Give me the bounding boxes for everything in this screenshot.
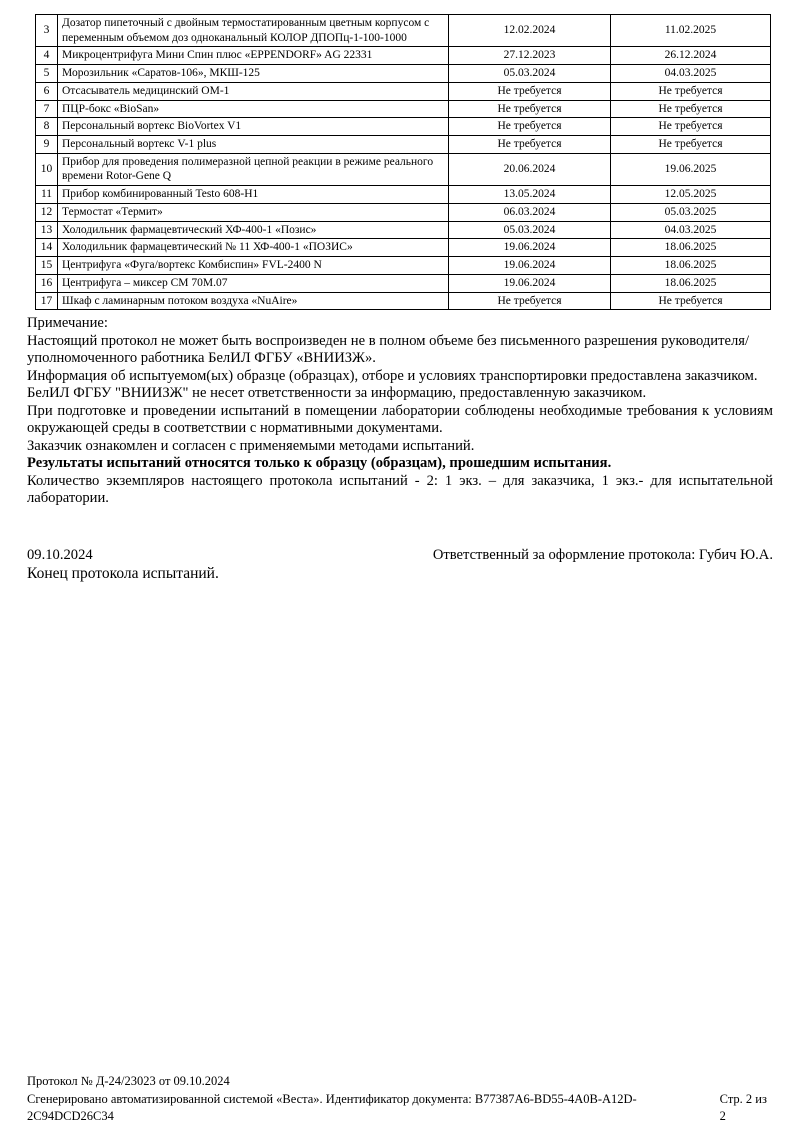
equipment-desc-cell: Холодильник фармацевтический № 11 ХФ-400-1 «ПОЗИС» bbox=[58, 239, 449, 257]
table-row bbox=[36, 65, 771, 83]
row-number-cell: 3 bbox=[36, 15, 58, 47]
end-of-protocol-line: Конец протокола испытаний. bbox=[27, 564, 219, 582]
next-verification-date-cell: 19.06.2025 bbox=[611, 153, 771, 185]
next-verification-date-cell: 18.06.2025 bbox=[611, 257, 771, 275]
table-row bbox=[36, 292, 771, 310]
verification-date-cell: 06.03.2024 bbox=[449, 203, 611, 221]
table-row bbox=[36, 221, 771, 239]
table-row bbox=[36, 136, 771, 154]
equipment-desc-cell: Центрифуга – миксер СМ 70М.07 bbox=[58, 274, 449, 292]
footer-protocol-number: Протокол № Д-24/23023 от 09.10.2024 bbox=[27, 1074, 230, 1089]
table-row bbox=[36, 239, 771, 257]
equipment-desc-cell: Прибор комбинированный Testo 608-H1 bbox=[58, 186, 449, 204]
table-row bbox=[36, 274, 771, 292]
verification-date-cell: 19.06.2024 bbox=[449, 274, 611, 292]
verification-date-cell: Не требуется bbox=[449, 100, 611, 118]
table-row bbox=[36, 47, 771, 65]
note-paragraph-4: При подготовке и проведении испытаний в помещении лаборатории соблюдены необходимые требования к условиям окружающей среды в соответствии с нормативными документами. bbox=[27, 402, 773, 437]
row-number-cell: 9 bbox=[36, 136, 58, 154]
verification-date-cell: 19.06.2024 bbox=[449, 239, 611, 257]
equipment-desc-cell: ПЦР-бокс «BioSan» bbox=[58, 100, 449, 118]
verification-date-cell: 12.02.2024 bbox=[449, 15, 611, 47]
row-number-cell: 8 bbox=[36, 118, 58, 136]
verification-date-cell: 19.06.2024 bbox=[449, 257, 611, 275]
notes-section bbox=[27, 315, 773, 508]
signoff-date: 09.10.2024 bbox=[27, 546, 93, 563]
next-verification-date-cell: 11.02.2025 bbox=[611, 15, 771, 47]
table-row bbox=[36, 100, 771, 118]
row-number-cell: 11 bbox=[36, 186, 58, 204]
equipment-desc-cell: Дозатор пипеточный с двойным термостатированным цветным корпусом с переменным объемом доз одноканальный КОЛОР ДПОПц-1-100-1000 bbox=[58, 15, 449, 47]
next-verification-date-cell: Не требуется bbox=[611, 100, 771, 118]
next-verification-date-cell: 04.03.2025 bbox=[611, 65, 771, 83]
equipment-desc-cell: Термостат «Термит» bbox=[58, 203, 449, 221]
note-paragraph-5: Заказчик ознакомлен и согласен с применяемыми методами испытаний. bbox=[27, 437, 475, 454]
notes-heading: Примечание: bbox=[27, 315, 108, 332]
equipment-desc-cell: Центрифуга «Фуга/вортекс Комбиспин» FVL-2400 N bbox=[58, 257, 449, 275]
equipment-desc-cell: Прибор для проведения полимеразной цепной реакции в режиме реального времени Rotor-Gene Q bbox=[58, 153, 449, 185]
note-paragraph-1: Настоящий протокол не может быть воспроизведен не в полном объеме без письменного разрешения руководителя/уполномоченного работника БелИЛ ФГБУ «ВНИИЗЖ». bbox=[27, 332, 750, 367]
table-row bbox=[36, 118, 771, 136]
signoff-responsible: Ответственный за оформление протокола: Губич Ю.А. bbox=[432, 546, 773, 563]
equipment-desc-cell: Морозильник «Саратов-106», МКШ-125 bbox=[58, 65, 449, 83]
next-verification-date-cell: 18.06.2025 bbox=[611, 239, 771, 257]
signoff-row bbox=[27, 547, 773, 564]
row-number-cell: 13 bbox=[36, 221, 58, 239]
next-verification-date-cell: 05.03.2025 bbox=[611, 203, 771, 221]
row-number-cell: 14 bbox=[36, 239, 58, 257]
equipment-desc-cell: Персональный вортекс V-1 plus bbox=[58, 136, 449, 154]
verification-date-cell: 20.06.2024 bbox=[449, 153, 611, 185]
row-number-cell: 12 bbox=[36, 203, 58, 221]
row-number-cell: 6 bbox=[36, 82, 58, 100]
table-row bbox=[36, 15, 771, 47]
row-number-cell: 15 bbox=[36, 257, 58, 275]
page-footer bbox=[27, 1073, 776, 1125]
row-number-cell: 4 bbox=[36, 47, 58, 65]
equipment-table bbox=[35, 14, 771, 310]
footer-generated-line: Сгенерировано автоматизированной системой «Веста». Идентификатор документа: B77387A6-BD55-4A0B-A12D-2C94DCD26C34 bbox=[27, 1091, 637, 1123]
table-row bbox=[36, 82, 771, 100]
row-number-cell: 10 bbox=[36, 153, 58, 185]
verification-date-cell: 27.12.2023 bbox=[449, 47, 611, 65]
verification-date-cell: Не требуется bbox=[449, 292, 611, 310]
row-number-cell: 17 bbox=[36, 292, 58, 310]
next-verification-date-cell: 26.12.2024 bbox=[611, 47, 771, 65]
equipment-desc-cell: Микроцентрифуга Мини Спин плюс «EPPENDORF» AG 22331 bbox=[58, 47, 449, 65]
row-number-cell: 7 bbox=[36, 100, 58, 118]
next-verification-date-cell: Не требуется bbox=[611, 136, 771, 154]
next-verification-date-cell: 12.05.2025 bbox=[611, 186, 771, 204]
verification-date-cell: 05.03.2024 bbox=[449, 65, 611, 83]
equipment-desc-cell: Шкаф с ламинарным потоком воздуха «NuAire» bbox=[58, 292, 449, 310]
verification-date-cell: Не требуется bbox=[449, 82, 611, 100]
footer-page-number: Стр. 2 из 2 bbox=[719, 1091, 767, 1123]
row-number-cell: 16 bbox=[36, 274, 58, 292]
verification-date-cell: Не требуется bbox=[449, 118, 611, 136]
note-paragraph-6: Результаты испытаний относятся только к образцу (образцам), прошедшим испытания. bbox=[27, 455, 612, 472]
row-number-cell: 5 bbox=[36, 65, 58, 83]
equipment-desc-cell: Персональный вортекс BioVortex V1 bbox=[58, 118, 449, 136]
note-paragraph-2: Информация об испытуемом(ых) образце (образцах), отборе и условиях транспортировки предоставлена заказчиком. bbox=[27, 367, 758, 384]
next-verification-date-cell: 04.03.2025 bbox=[611, 221, 771, 239]
next-verification-date-cell: Не требуется bbox=[611, 292, 771, 310]
equipment-desc-cell: Отсасыватель медицинский ОМ-1 bbox=[58, 82, 449, 100]
next-verification-date-cell: Не требуется bbox=[611, 118, 771, 136]
equipment-desc-cell: Холодильник фармацевтический ХФ-400-1 «Позис» bbox=[58, 221, 449, 239]
table-row bbox=[36, 203, 771, 221]
table-row bbox=[36, 257, 771, 275]
verification-date-cell: 05.03.2024 bbox=[449, 221, 611, 239]
note-paragraph-7: Количество экземпляров настоящего протокола испытаний - 2: 1 экз. – для заказчика, 1 экз.- для испытательной лаборатории. bbox=[27, 472, 773, 507]
note-paragraph-3: БелИЛ ФГБУ "ВНИИЗЖ" не несет ответственности за информацию, предоставленную заказчиком. bbox=[27, 385, 647, 402]
table-row bbox=[36, 153, 771, 185]
next-verification-date-cell: Не требуется bbox=[611, 82, 771, 100]
next-verification-date-cell: 18.06.2025 bbox=[611, 274, 771, 292]
verification-date-cell: 13.05.2024 bbox=[449, 186, 611, 204]
table-row bbox=[36, 186, 771, 204]
verification-date-cell: Не требуется bbox=[449, 136, 611, 154]
